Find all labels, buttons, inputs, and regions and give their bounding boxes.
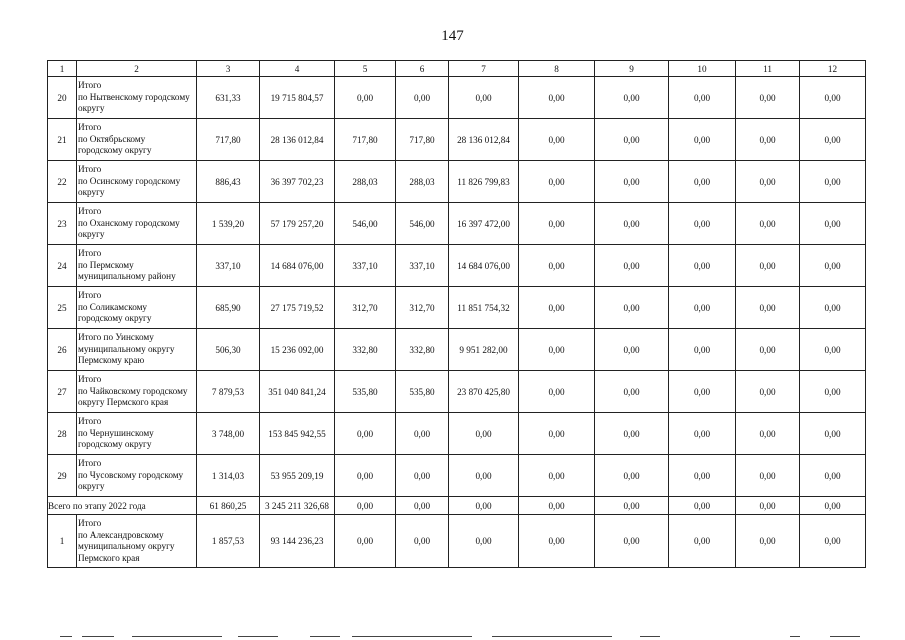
column-header: 2 bbox=[77, 61, 197, 77]
column-header: 6 bbox=[396, 61, 449, 77]
value-cell: 11 826 799,83 bbox=[449, 161, 519, 203]
divider bbox=[60, 636, 72, 637]
municipality-name bbox=[77, 203, 197, 245]
value-cell: 14 684 076,00 bbox=[449, 245, 519, 287]
table-row bbox=[48, 371, 866, 413]
value-cell: 1 857,53 bbox=[197, 515, 260, 568]
table-row bbox=[48, 77, 866, 119]
municipality-name-line: муниципальному округу bbox=[78, 541, 175, 551]
municipality-name-line: округу bbox=[78, 187, 105, 198]
value-cell: 3 245 211 326,68 bbox=[260, 497, 335, 515]
value-cell: 0,00 bbox=[335, 455, 396, 497]
header-row bbox=[48, 61, 866, 77]
value-cell: 0,00 bbox=[449, 497, 519, 515]
value-cell: 0,00 bbox=[800, 203, 866, 245]
value-cell: 0,00 bbox=[800, 245, 866, 287]
municipality-name-line: Итого bbox=[78, 416, 102, 427]
value-cell: 0,00 bbox=[335, 77, 396, 119]
municipality-name bbox=[77, 329, 197, 371]
value-cell: 288,03 bbox=[335, 161, 396, 203]
municipality-name bbox=[77, 119, 197, 161]
value-cell: 0,00 bbox=[736, 287, 800, 329]
value-cell: 0,00 bbox=[449, 455, 519, 497]
column-header: 12 bbox=[800, 61, 866, 77]
value-cell: 0,00 bbox=[800, 413, 866, 455]
municipality-name bbox=[77, 287, 197, 329]
value-cell: 0,00 bbox=[800, 515, 866, 568]
row-number: 25 bbox=[48, 287, 77, 329]
value-cell: 11 851 754,32 bbox=[449, 287, 519, 329]
column-header: 11 bbox=[736, 61, 800, 77]
value-cell: 0,00 bbox=[800, 455, 866, 497]
municipality-name-line: по Соликамскому bbox=[78, 301, 148, 312]
value-cell: 351 040 841,24 bbox=[260, 371, 335, 413]
value-cell: 0,00 bbox=[669, 371, 736, 413]
value-cell: 0,00 bbox=[669, 119, 736, 161]
divider bbox=[310, 636, 340, 637]
municipality-name-line: Итого bbox=[78, 206, 102, 217]
municipality-name-line: муниципальному округу bbox=[78, 343, 175, 354]
municipality-name-line: округу Пермского края bbox=[78, 397, 169, 408]
value-cell: 0,00 bbox=[800, 329, 866, 371]
value-cell: 61 860,25 bbox=[197, 497, 260, 515]
row-number: 22 bbox=[48, 161, 77, 203]
municipality-name bbox=[77, 413, 197, 455]
value-cell: 0,00 bbox=[595, 203, 669, 245]
value-cell: 0,00 bbox=[736, 497, 800, 515]
value-cell: 0,00 bbox=[595, 455, 669, 497]
row-number: 28 bbox=[48, 413, 77, 455]
column-header: 5 bbox=[335, 61, 396, 77]
value-cell: 0,00 bbox=[669, 287, 736, 329]
value-cell: 16 397 472,00 bbox=[449, 203, 519, 245]
municipality-name-line: округу bbox=[78, 481, 105, 492]
value-cell: 93 144 236,23 bbox=[260, 515, 335, 568]
municipality-name bbox=[77, 515, 197, 568]
value-cell: 28 136 012,84 bbox=[260, 119, 335, 161]
table-row bbox=[48, 119, 866, 161]
value-cell: 0,00 bbox=[519, 203, 595, 245]
value-cell: 0,00 bbox=[669, 515, 736, 568]
municipality-name-line: муниципальному району bbox=[78, 271, 176, 282]
municipality-name-line: Итого bbox=[78, 458, 102, 469]
value-cell: 685,90 bbox=[197, 287, 260, 329]
value-cell: 0,00 bbox=[396, 497, 449, 515]
data-table bbox=[47, 60, 866, 568]
value-cell: 19 715 804,57 bbox=[260, 77, 335, 119]
row-number: 26 bbox=[48, 329, 77, 371]
value-cell: 0,00 bbox=[519, 497, 595, 515]
value-cell: 0,00 bbox=[736, 329, 800, 371]
value-cell: 0,00 bbox=[595, 119, 669, 161]
value-cell: 14 684 076,00 bbox=[260, 245, 335, 287]
value-cell: 1 539,20 bbox=[197, 203, 260, 245]
municipality-name-line: Итого по Уинскому bbox=[78, 332, 154, 343]
row-number: 1 bbox=[48, 515, 77, 568]
value-cell: 0,00 bbox=[595, 287, 669, 329]
value-cell: 0,00 bbox=[595, 497, 669, 515]
value-cell: 546,00 bbox=[396, 203, 449, 245]
value-cell: 0,00 bbox=[335, 497, 396, 515]
municipality-name-line: округу bbox=[78, 103, 105, 114]
value-cell: 631,33 bbox=[197, 77, 260, 119]
municipality-name-line: Итого bbox=[78, 164, 102, 175]
total-label: Всего по этапу 2022 года bbox=[48, 497, 197, 515]
column-header: 10 bbox=[669, 61, 736, 77]
value-cell: 0,00 bbox=[736, 77, 800, 119]
value-cell: 0,00 bbox=[669, 413, 736, 455]
municipality-name-line: по Александровскому bbox=[78, 529, 164, 540]
municipality-name-line: Пермского края bbox=[78, 552, 140, 563]
value-cell: 0,00 bbox=[519, 77, 595, 119]
column-header: 1 bbox=[48, 61, 77, 77]
table-row bbox=[48, 413, 866, 455]
value-cell: 0,00 bbox=[595, 77, 669, 119]
value-cell: 0,00 bbox=[669, 329, 736, 371]
divider bbox=[492, 636, 612, 637]
value-cell: 36 397 702,23 bbox=[260, 161, 335, 203]
municipality-name-line: Итого bbox=[78, 518, 102, 528]
value-cell: 15 236 092,00 bbox=[260, 329, 335, 371]
municipality-name-line: округу bbox=[78, 229, 105, 240]
value-cell: 0,00 bbox=[800, 497, 866, 515]
value-cell: 0,00 bbox=[669, 245, 736, 287]
column-header: 3 bbox=[197, 61, 260, 77]
table-row bbox=[48, 161, 866, 203]
value-cell: 0,00 bbox=[669, 77, 736, 119]
municipality-name bbox=[77, 161, 197, 203]
value-cell: 0,00 bbox=[736, 203, 800, 245]
value-cell: 546,00 bbox=[335, 203, 396, 245]
divider bbox=[640, 636, 660, 637]
divider bbox=[82, 636, 114, 637]
value-cell: 1 314,03 bbox=[197, 455, 260, 497]
value-cell: 0,00 bbox=[519, 161, 595, 203]
municipality-name-line: по Осинскому городскому bbox=[78, 175, 181, 186]
column-header: 8 bbox=[519, 61, 595, 77]
value-cell: 0,00 bbox=[335, 515, 396, 568]
row-number: 27 bbox=[48, 371, 77, 413]
value-cell: 0,00 bbox=[595, 515, 669, 568]
value-cell: 0,00 bbox=[519, 287, 595, 329]
divider bbox=[352, 636, 472, 637]
value-cell: 0,00 bbox=[449, 77, 519, 119]
value-cell: 886,43 bbox=[197, 161, 260, 203]
value-cell: 53 955 209,19 bbox=[260, 455, 335, 497]
value-cell: 23 870 425,80 bbox=[449, 371, 519, 413]
value-cell: 7 879,53 bbox=[197, 371, 260, 413]
value-cell: 717,80 bbox=[396, 119, 449, 161]
table-row bbox=[48, 455, 866, 497]
value-cell: 0,00 bbox=[396, 515, 449, 568]
municipality-name-line: Итого bbox=[78, 248, 102, 259]
value-cell: 9 951 282,00 bbox=[449, 329, 519, 371]
value-cell: 0,00 bbox=[800, 161, 866, 203]
value-cell: 0,00 bbox=[519, 245, 595, 287]
value-cell: 27 175 719,52 bbox=[260, 287, 335, 329]
value-cell: 337,10 bbox=[197, 245, 260, 287]
municipality-name-line: по Оханскому городскому bbox=[78, 217, 180, 228]
page-number: 147 bbox=[441, 28, 464, 44]
value-cell: 0,00 bbox=[396, 77, 449, 119]
value-cell: 0,00 bbox=[800, 371, 866, 413]
value-cell: 0,00 bbox=[736, 413, 800, 455]
value-cell: 312,70 bbox=[396, 287, 449, 329]
table-body bbox=[48, 77, 866, 568]
value-cell: 337,10 bbox=[396, 245, 449, 287]
municipality-name bbox=[77, 455, 197, 497]
value-cell: 0,00 bbox=[736, 161, 800, 203]
municipality-name-line: Итого bbox=[78, 80, 102, 91]
value-cell: 0,00 bbox=[519, 413, 595, 455]
table-row bbox=[48, 287, 866, 329]
value-cell: 0,00 bbox=[800, 287, 866, 329]
value-cell: 28 136 012,84 bbox=[449, 119, 519, 161]
value-cell: 3 748,00 bbox=[197, 413, 260, 455]
divider bbox=[830, 636, 860, 637]
table-row bbox=[48, 515, 866, 568]
divider bbox=[132, 636, 222, 637]
value-cell: 0,00 bbox=[595, 371, 669, 413]
divider bbox=[238, 636, 278, 637]
value-cell: 0,00 bbox=[669, 203, 736, 245]
divider bbox=[790, 636, 800, 637]
value-cell: 535,80 bbox=[335, 371, 396, 413]
value-cell: 535,80 bbox=[396, 371, 449, 413]
value-cell: 0,00 bbox=[669, 161, 736, 203]
value-cell: 0,00 bbox=[519, 329, 595, 371]
column-header: 9 bbox=[595, 61, 669, 77]
value-cell: 332,80 bbox=[396, 329, 449, 371]
table-row bbox=[48, 245, 866, 287]
municipality-name bbox=[77, 245, 197, 287]
municipality-name-line: Пермскому краю bbox=[78, 355, 145, 366]
municipality-name-line: Итого bbox=[78, 122, 102, 133]
row-number: 29 bbox=[48, 455, 77, 497]
value-cell: 0,00 bbox=[519, 119, 595, 161]
value-cell: 0,00 bbox=[449, 413, 519, 455]
municipality-name-line: Итого bbox=[78, 374, 102, 385]
value-cell: 0,00 bbox=[595, 329, 669, 371]
value-cell: 0,00 bbox=[595, 161, 669, 203]
municipality-name-line: по Чернушинскому bbox=[78, 427, 154, 438]
total-row bbox=[48, 497, 866, 515]
value-cell: 0,00 bbox=[736, 245, 800, 287]
value-cell: 0,00 bbox=[396, 455, 449, 497]
value-cell: 332,80 bbox=[335, 329, 396, 371]
municipality-name bbox=[77, 77, 197, 119]
value-cell: 57 179 257,20 bbox=[260, 203, 335, 245]
value-cell: 717,80 bbox=[197, 119, 260, 161]
value-cell: 312,70 bbox=[335, 287, 396, 329]
column-header: 4 bbox=[260, 61, 335, 77]
value-cell: 288,03 bbox=[396, 161, 449, 203]
municipality-name-line: Итого bbox=[78, 290, 102, 301]
municipality-name-line: городскому округу bbox=[78, 439, 152, 450]
municipality-name-line: по Нытвенскому городскому bbox=[78, 91, 190, 102]
value-cell: 337,10 bbox=[335, 245, 396, 287]
value-cell: 0,00 bbox=[800, 119, 866, 161]
row-number: 21 bbox=[48, 119, 77, 161]
value-cell: 0,00 bbox=[736, 515, 800, 568]
table-row bbox=[48, 203, 866, 245]
value-cell: 0,00 bbox=[669, 455, 736, 497]
value-cell: 717,80 bbox=[335, 119, 396, 161]
municipality-name-line: городскому округу bbox=[78, 145, 152, 156]
row-number: 20 bbox=[48, 77, 77, 119]
municipality-name-line: по Пермскому bbox=[78, 259, 134, 270]
value-cell: 0,00 bbox=[669, 497, 736, 515]
value-cell: 0,00 bbox=[519, 455, 595, 497]
municipality-name-line: по Чусовскому городскому bbox=[78, 469, 184, 480]
value-cell: 0,00 bbox=[736, 119, 800, 161]
value-cell: 0,00 bbox=[519, 515, 595, 568]
value-cell: 0,00 bbox=[335, 413, 396, 455]
table-row bbox=[48, 329, 866, 371]
value-cell: 0,00 bbox=[595, 413, 669, 455]
municipality-name-line: по Чайковскому городскому bbox=[78, 385, 188, 396]
value-cell: 0,00 bbox=[800, 77, 866, 119]
value-cell: 0,00 bbox=[396, 413, 449, 455]
row-number: 24 bbox=[48, 245, 77, 287]
row-number: 23 bbox=[48, 203, 77, 245]
value-cell: 0,00 bbox=[595, 245, 669, 287]
value-cell: 0,00 bbox=[519, 371, 595, 413]
value-cell: 153 845 942,55 bbox=[260, 413, 335, 455]
value-cell: 0,00 bbox=[449, 515, 519, 568]
value-cell: 0,00 bbox=[736, 455, 800, 497]
municipality-name-line: по Октябрьскому bbox=[78, 133, 146, 144]
value-cell: 506,30 bbox=[197, 329, 260, 371]
column-header: 7 bbox=[449, 61, 519, 77]
municipality-name bbox=[77, 371, 197, 413]
value-cell: 0,00 bbox=[736, 371, 800, 413]
municipality-name-line: городскому округу bbox=[78, 313, 152, 324]
